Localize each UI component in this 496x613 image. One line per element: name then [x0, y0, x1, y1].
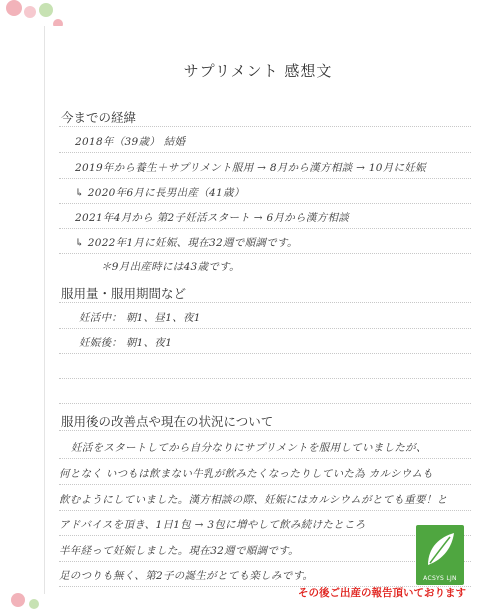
page-title: サプリメント 感想文: [183, 62, 333, 80]
history-line: 2019年から養生＋サプリメント服用 → 8月から漢方相談 → 10月に妊娠: [75, 162, 426, 174]
history-line: ↳ 2020年6月に長男出産（41歳）: [75, 187, 245, 199]
dosage-line: 妊娠後： 朝1、夜1: [79, 337, 173, 349]
history-note: ＊9月出産時には43歳です。: [101, 261, 240, 273]
dosage-heading: 服用量・服用期間など: [61, 286, 187, 301]
after-line: 何となく いつもは飲まない牛乳が飲みたくなったりしていた為 カルシウムも: [59, 468, 434, 480]
history-line: 2021年4月から 第2子妊活スタート → 6月から漢方相談: [75, 212, 350, 224]
leaf-icon: [416, 527, 464, 573]
divider: [59, 430, 471, 431]
testimonial-sheet: [44, 26, 471, 594]
ruled-line: [59, 353, 471, 354]
after-line: 飲むようにしていました。漢方相談の際、妊娠にはカルシウムがとても重要！と: [59, 494, 448, 506]
footer-note: その後ご出産の報告頂いております: [298, 587, 466, 599]
ruled-line: [59, 152, 471, 153]
ruled-line: [59, 378, 471, 379]
divider: [59, 126, 471, 127]
dosage-line: 妊活中： 朝1、昼1、夜1: [79, 312, 201, 324]
ruled-line: [59, 561, 471, 562]
history-line: 2018年（39歳） 結婚: [75, 136, 186, 148]
history-heading: 今までの経緯: [61, 110, 137, 125]
logo-text: ACSYS LJN: [423, 575, 457, 582]
ruled-line: [59, 228, 471, 229]
after-line: 半年経って妊娠しました。現在32週で順調です。: [59, 545, 299, 557]
ruled-line: [59, 510, 471, 511]
divider: [59, 302, 471, 303]
after-line: 足のつりも無く、第2子の誕生がとても楽しみです。: [59, 570, 314, 582]
brand-logo: [416, 525, 464, 585]
ruled-line: [59, 403, 471, 404]
history-line: ↳ 2022年1月に妊娠、現在32週で順調です。: [75, 237, 298, 249]
after-heading: 服用後の改善点や現在の状況について: [61, 414, 274, 429]
ruled-line: [59, 178, 471, 179]
ruled-line: [59, 484, 471, 485]
after-line: アドバイスを頂き、1日1包 → 3包に増やして飲み続けたところ: [59, 519, 366, 531]
ruled-line: [59, 203, 471, 204]
ruled-line: [59, 535, 471, 536]
ruled-line: [59, 328, 471, 329]
after-line: 妊活をスタートしてから自分なりにサプリメントを服用していましたが、: [71, 442, 427, 454]
ruled-line: [59, 253, 471, 254]
ruled-line: [59, 458, 471, 459]
